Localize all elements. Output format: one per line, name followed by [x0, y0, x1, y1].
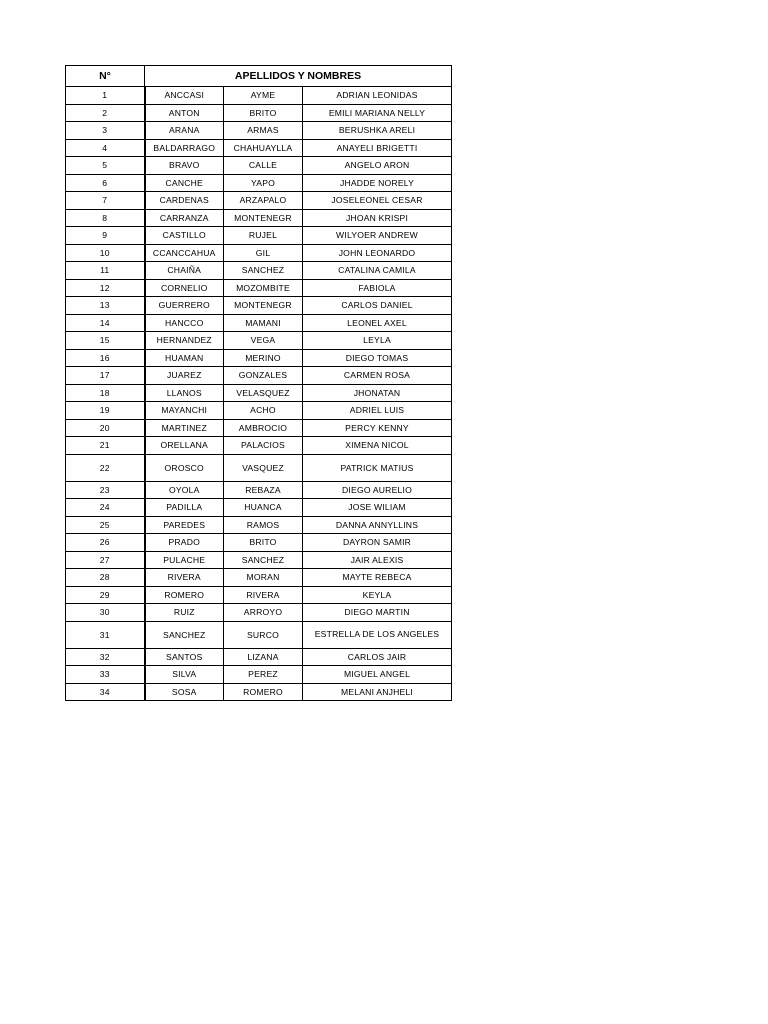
table-row: [66, 437, 452, 455]
given-names: MIGUEL ANGEL: [303, 666, 452, 684]
row-number: 19: [66, 402, 145, 420]
first-surname: ARANA: [145, 122, 224, 140]
second-surname: ARMAS: [224, 122, 303, 140]
second-surname: YAPO: [224, 174, 303, 192]
table-row: [66, 666, 452, 684]
first-surname: RIVERA: [145, 569, 224, 587]
table-row: [66, 454, 452, 481]
second-surname: SURCO: [224, 621, 303, 648]
first-surname: HUAMAN: [145, 349, 224, 367]
given-names: JHOAN KRISPI: [303, 209, 452, 227]
row-number: 7: [66, 192, 145, 210]
given-names: BERUSHKA ARELI: [303, 122, 452, 140]
table-row: [66, 604, 452, 622]
first-surname: SANTOS: [145, 648, 224, 666]
first-surname: JUAREZ: [145, 367, 224, 385]
given-names: CARMEN ROSA: [303, 367, 452, 385]
second-surname: SANCHEZ: [224, 262, 303, 280]
table-row: [66, 683, 452, 701]
table-row: [66, 139, 452, 157]
second-surname: CHAHUAYLLA: [224, 139, 303, 157]
table-row: [66, 419, 452, 437]
given-names: DIEGO AURELIO: [303, 481, 452, 499]
second-surname: ROMERO: [224, 683, 303, 701]
given-names: FABIOLA: [303, 279, 452, 297]
table-row: [66, 499, 452, 517]
given-names: EMILI MARIANA NELLY: [303, 104, 452, 122]
given-names: JAIR ALEXIS: [303, 551, 452, 569]
second-surname: RUJEL: [224, 227, 303, 245]
table-row: [66, 648, 452, 666]
second-surname: VELASQUEZ: [224, 384, 303, 402]
table-row: [66, 174, 452, 192]
first-surname: CHAIÑA: [145, 262, 224, 280]
row-number: 15: [66, 332, 145, 350]
first-surname: PRADO: [145, 534, 224, 552]
second-surname: RIVERA: [224, 586, 303, 604]
header-number: N°: [66, 66, 145, 87]
row-number: 17: [66, 367, 145, 385]
given-names: ANAYELI BRIGETTI: [303, 139, 452, 157]
first-surname: PADILLA: [145, 499, 224, 517]
second-surname: RAMOS: [224, 516, 303, 534]
table-row: [66, 244, 452, 262]
row-number: 16: [66, 349, 145, 367]
table-row: [66, 402, 452, 420]
table-row: [66, 516, 452, 534]
given-names: LEYLA: [303, 332, 452, 350]
first-surname: LLANOS: [145, 384, 224, 402]
first-surname: ROMERO: [145, 586, 224, 604]
given-names: CARLOS DANIEL: [303, 297, 452, 315]
given-names: LEONEL AXEL: [303, 314, 452, 332]
second-surname: CALLE: [224, 157, 303, 175]
header-names: APELLIDOS Y NOMBRES: [145, 66, 452, 87]
given-names: MAYTE REBECA: [303, 569, 452, 587]
second-surname: MAMANI: [224, 314, 303, 332]
first-surname: SANCHEZ: [145, 621, 224, 648]
row-number: 30: [66, 604, 145, 622]
table-row: [66, 262, 452, 280]
first-surname: GUERRERO: [145, 297, 224, 315]
second-surname: MERINO: [224, 349, 303, 367]
row-number: 4: [66, 139, 145, 157]
second-surname: AMBROCIO: [224, 419, 303, 437]
given-names: DAYRON SAMIR: [303, 534, 452, 552]
second-surname: AYME: [224, 87, 303, 105]
row-number: 22: [66, 454, 145, 481]
table-row: [66, 586, 452, 604]
first-surname: MARTINEZ: [145, 419, 224, 437]
row-number: 8: [66, 209, 145, 227]
table-row: [66, 104, 452, 122]
table-row: [66, 314, 452, 332]
row-number: 29: [66, 586, 145, 604]
table-row: [66, 227, 452, 245]
given-names: DIEGO MARTIN: [303, 604, 452, 622]
first-surname: OYOLA: [145, 481, 224, 499]
given-names: WILYOER ANDREW: [303, 227, 452, 245]
second-surname: REBAZA: [224, 481, 303, 499]
given-names: ADRIEL LUIS: [303, 402, 452, 420]
second-surname: MONTENEGR: [224, 297, 303, 315]
given-names: JOSELEONEL CESAR: [303, 192, 452, 210]
given-names: JHONATAN: [303, 384, 452, 402]
first-surname: SOSA: [145, 683, 224, 701]
row-number: 14: [66, 314, 145, 332]
second-surname: PALACIOS: [224, 437, 303, 455]
row-number: 3: [66, 122, 145, 140]
second-surname: ARZAPALO: [224, 192, 303, 210]
row-number: 26: [66, 534, 145, 552]
first-surname: OROSCO: [145, 454, 224, 481]
first-surname: HANCCO: [145, 314, 224, 332]
table-row: [66, 87, 452, 105]
given-names: KEYLA: [303, 586, 452, 604]
table-row: [66, 349, 452, 367]
first-surname: CANCHE: [145, 174, 224, 192]
row-number: 10: [66, 244, 145, 262]
given-names: DANNA ANNYLLINS: [303, 516, 452, 534]
first-surname: SILVA: [145, 666, 224, 684]
given-names: DIEGO TOMAS: [303, 349, 452, 367]
table-row: [66, 384, 452, 402]
second-surname: ARROYO: [224, 604, 303, 622]
first-surname: CARRANZA: [145, 209, 224, 227]
second-surname: BRITO: [224, 104, 303, 122]
first-surname: CARDENAS: [145, 192, 224, 210]
table-row: [66, 157, 452, 175]
given-names: CATALINA CAMILA: [303, 262, 452, 280]
header-row: [66, 66, 452, 87]
given-names: JOHN LEONARDO: [303, 244, 452, 262]
first-surname: ANCCASI: [145, 87, 224, 105]
table-body: [66, 87, 452, 701]
second-surname: GIL: [224, 244, 303, 262]
second-surname: MORAN: [224, 569, 303, 587]
row-number: 1: [66, 87, 145, 105]
row-number: 24: [66, 499, 145, 517]
second-surname: LIZANA: [224, 648, 303, 666]
second-surname: GONZALES: [224, 367, 303, 385]
row-number: 21: [66, 437, 145, 455]
table-row: [66, 192, 452, 210]
first-surname: ORELLANA: [145, 437, 224, 455]
given-names: ADRIAN LEONIDAS: [303, 87, 452, 105]
row-number: 12: [66, 279, 145, 297]
given-names: ANGELO ARON: [303, 157, 452, 175]
table-row: [66, 621, 452, 648]
table-row: [66, 332, 452, 350]
table-row: [66, 367, 452, 385]
second-surname: SANCHEZ: [224, 551, 303, 569]
row-number: 2: [66, 104, 145, 122]
row-number: 11: [66, 262, 145, 280]
table-row: [66, 209, 452, 227]
row-number: 18: [66, 384, 145, 402]
first-surname: MAYANCHI: [145, 402, 224, 420]
first-surname: HERNANDEZ: [145, 332, 224, 350]
first-surname: CASTILLO: [145, 227, 224, 245]
table-row: [66, 279, 452, 297]
first-surname: RUIZ: [145, 604, 224, 622]
row-number: 33: [66, 666, 145, 684]
first-surname: CORNELIO: [145, 279, 224, 297]
given-names: ESTRELLA DE LOS ANGELES: [303, 621, 452, 648]
second-surname: MOZOMBITE: [224, 279, 303, 297]
table-header: [66, 66, 452, 87]
first-surname: PAREDES: [145, 516, 224, 534]
first-surname: CCANCCAHUA: [145, 244, 224, 262]
second-surname: PEREZ: [224, 666, 303, 684]
row-number: 25: [66, 516, 145, 534]
given-names: PERCY KENNY: [303, 419, 452, 437]
row-number: 32: [66, 648, 145, 666]
given-names: JHADDE NORELY: [303, 174, 452, 192]
second-surname: ACHO: [224, 402, 303, 420]
second-surname: MONTENEGR: [224, 209, 303, 227]
first-surname: PULACHE: [145, 551, 224, 569]
row-number: 9: [66, 227, 145, 245]
table-row: [66, 122, 452, 140]
second-surname: VEGA: [224, 332, 303, 350]
given-names: MELANI ANJHELI: [303, 683, 452, 701]
table-row: [66, 551, 452, 569]
given-names: XIMENA NICOL: [303, 437, 452, 455]
given-names: PATRICK MATIUS: [303, 454, 452, 481]
row-number: 5: [66, 157, 145, 175]
second-surname: HUANCA: [224, 499, 303, 517]
row-number: 20: [66, 419, 145, 437]
first-surname: BRAVO: [145, 157, 224, 175]
student-roster-table: [65, 65, 452, 701]
row-number: 23: [66, 481, 145, 499]
row-number: 31: [66, 621, 145, 648]
table-row: [66, 534, 452, 552]
row-number: 6: [66, 174, 145, 192]
row-number: 27: [66, 551, 145, 569]
given-names: JOSE WILIAM: [303, 499, 452, 517]
given-names: CARLOS JAIR: [303, 648, 452, 666]
second-surname: VASQUEZ: [224, 454, 303, 481]
first-surname: BALDARRAGO: [145, 139, 224, 157]
first-surname: ANTON: [145, 104, 224, 122]
table-row: [66, 481, 452, 499]
row-number: 34: [66, 683, 145, 701]
table-row: [66, 569, 452, 587]
row-number: 13: [66, 297, 145, 315]
second-surname: BRITO: [224, 534, 303, 552]
table-row: [66, 297, 452, 315]
row-number: 28: [66, 569, 145, 587]
